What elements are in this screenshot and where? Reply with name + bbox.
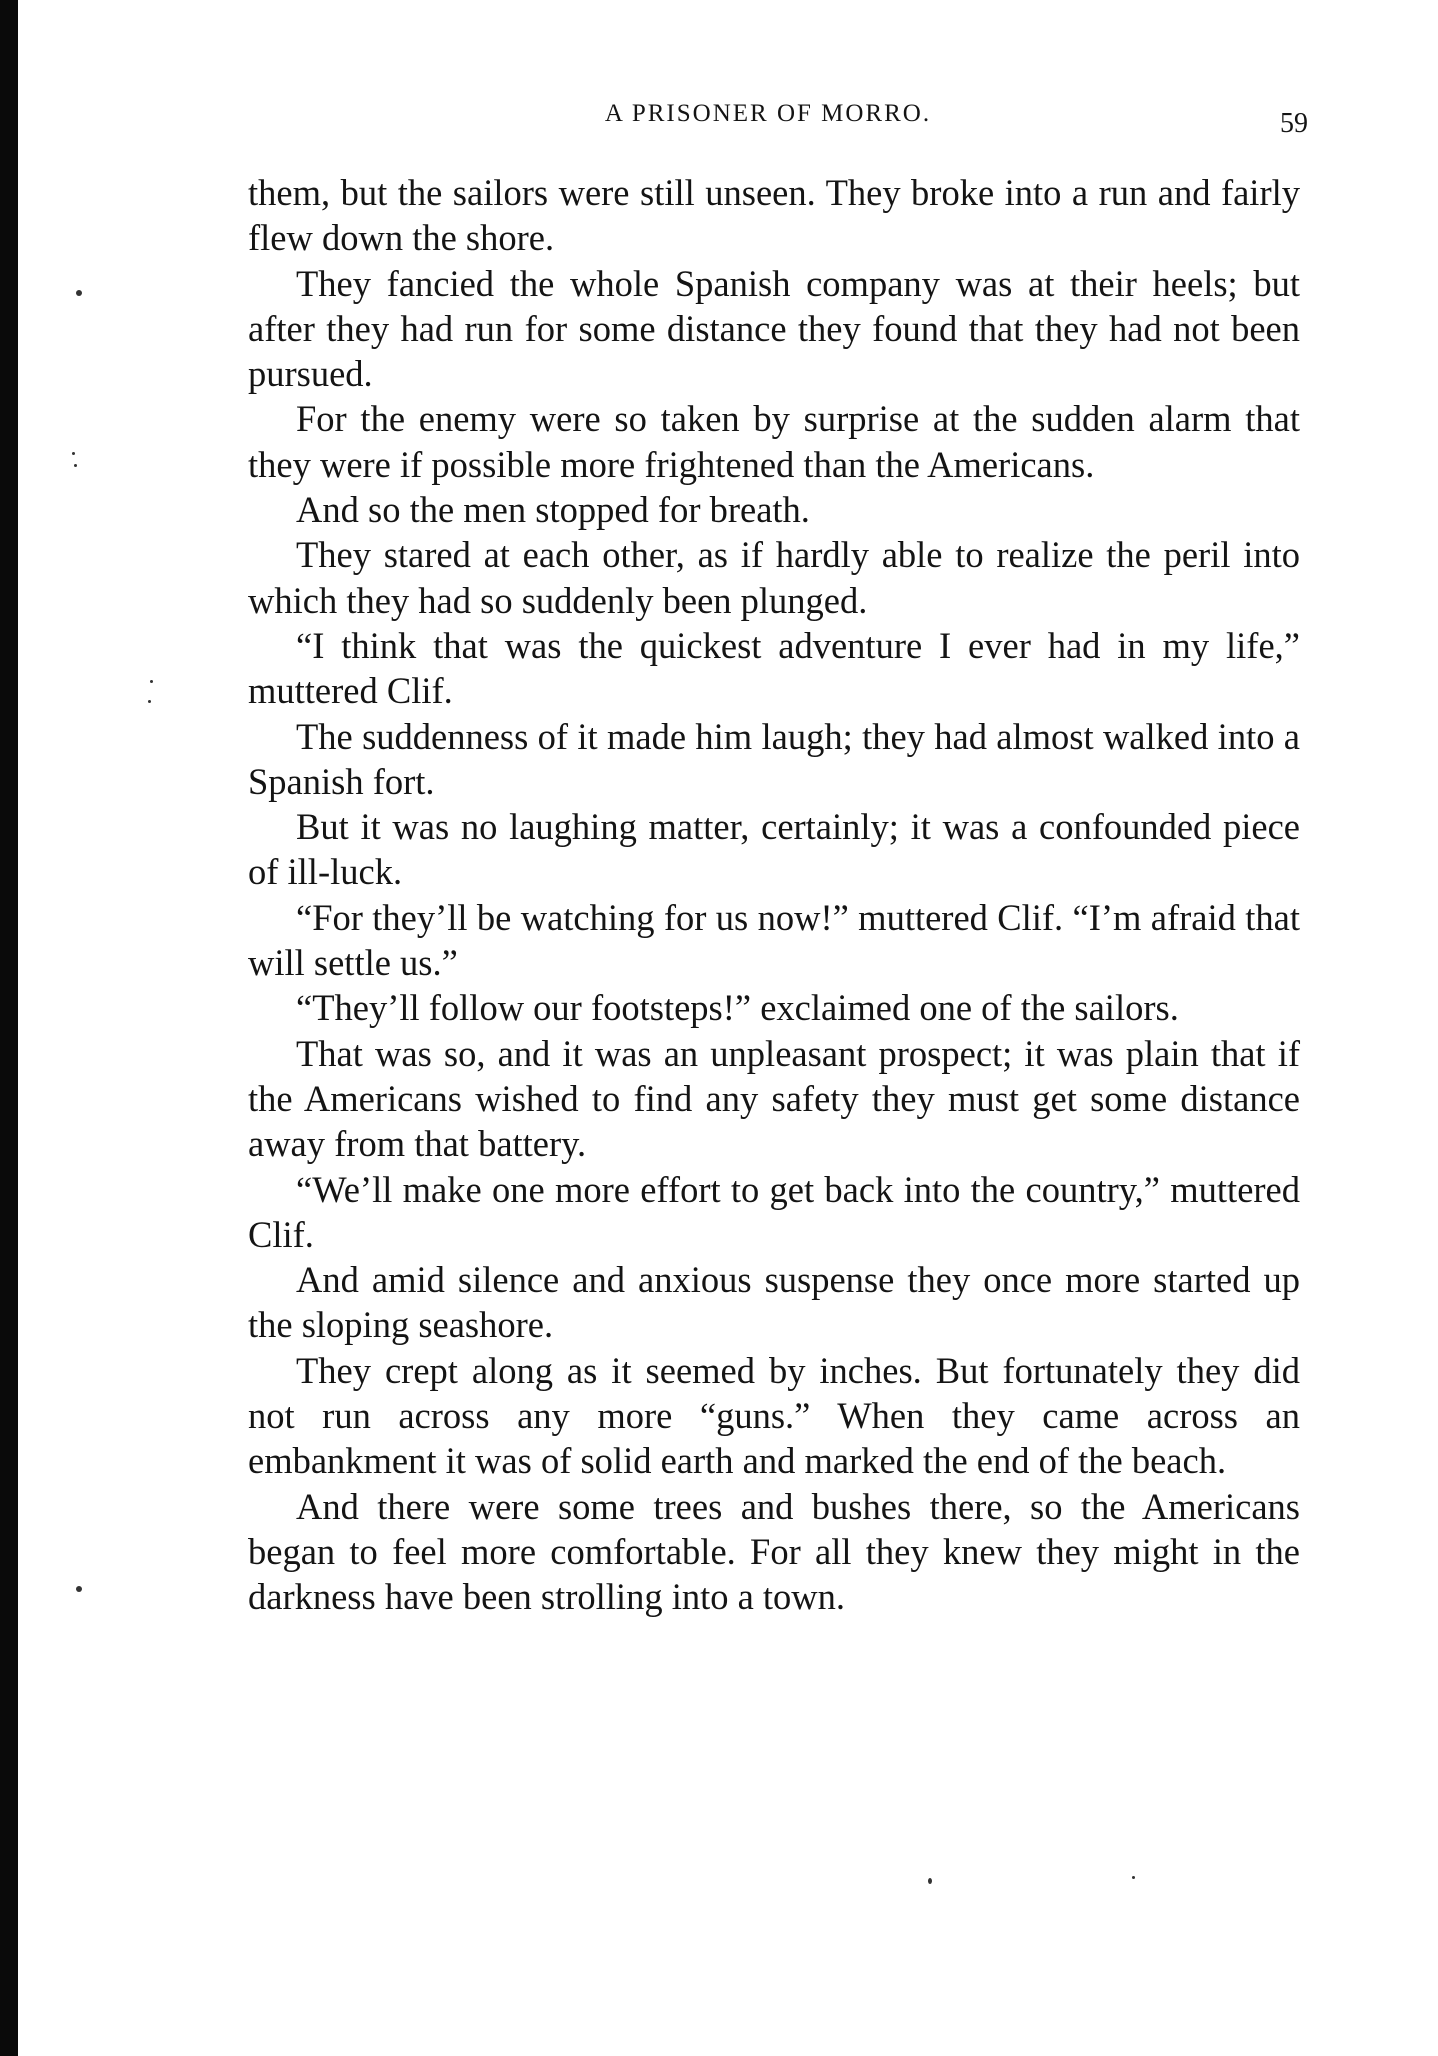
running-title: A PRISONER OF MORRO. [604,100,932,127]
scan-speck [72,452,75,455]
page-binding-edge [0,0,18,2056]
paragraph-4: And so the men stopped for breath. [296,489,810,531]
paragraph-10: “They’ll follow our footsteps!” exclaimed one of the sailors. [296,987,1179,1029]
paragraph-12: “We’ll make one more effort to get back into the country,” muttered Clif. [248,1168,1300,1255]
paragraph-2: They fancied the whole Spanish company was at their heels; but after they had run for some distance they found that they had not been pursued. [248,262,1300,395]
paragraph-9: “For they’ll be watching for us now!” muttered Clif. “I’m afraid that will settle us.” [248,896,1300,984]
scan-speck [76,1586,82,1592]
scan-speck [76,290,82,296]
paragraph-14: They crept along as it seemed by inches. But fortunately they did not run across any more “guns.” When they came across an embankment it was of solid earth and marked the end of the beach. [248,1349,1300,1482]
paragraph-15: And there were some trees and bushes there, so the Americans began to feel more comfortable. For all they knew they might in the darkness have been strolling into a town. [248,1485,1300,1618]
scan-speck [74,464,77,467]
paragraph-8: But it was no laughing matter, certainly; it was a confounded piece of ill-luck. [248,806,1300,893]
paragraph-3: For the enemy were so taken by surprise at the sudden alarm that they were if possible more frightened than the Americans. [248,398,1300,485]
scan-speck [1132,1876,1135,1879]
page-number: 59 [1280,108,1308,139]
body-text [248,170,1300,1620]
paragraph-5: They stared at each other, as if hardly able to realize the peril into which they had so suddenly been plunged. [248,534,1300,621]
scan-speck [928,1878,932,1884]
paragraph-6: “I think that was the quickest adventure I ever had in my life,” muttered Clif. [248,624,1300,712]
paragraph-7: The suddenness of it made him laugh; they had almost walked into a Spanish fort. [248,715,1300,802]
paragraph-13: And amid silence and anxious suspense they once more started up the sloping seashore. [248,1259,1300,1346]
scan-speck [148,700,151,703]
paragraph-1: them, but the sailors were still unseen. They broke into a run and fairly flew down the shore. [248,172,1300,259]
scan-speck [150,680,153,683]
page-header [248,96,1308,146]
paragraph-11: That was so, and it was an unpleasant prospect; it was plain that if the Americans wished to find any safety they must get some distance away from that battery. [248,1032,1300,1165]
